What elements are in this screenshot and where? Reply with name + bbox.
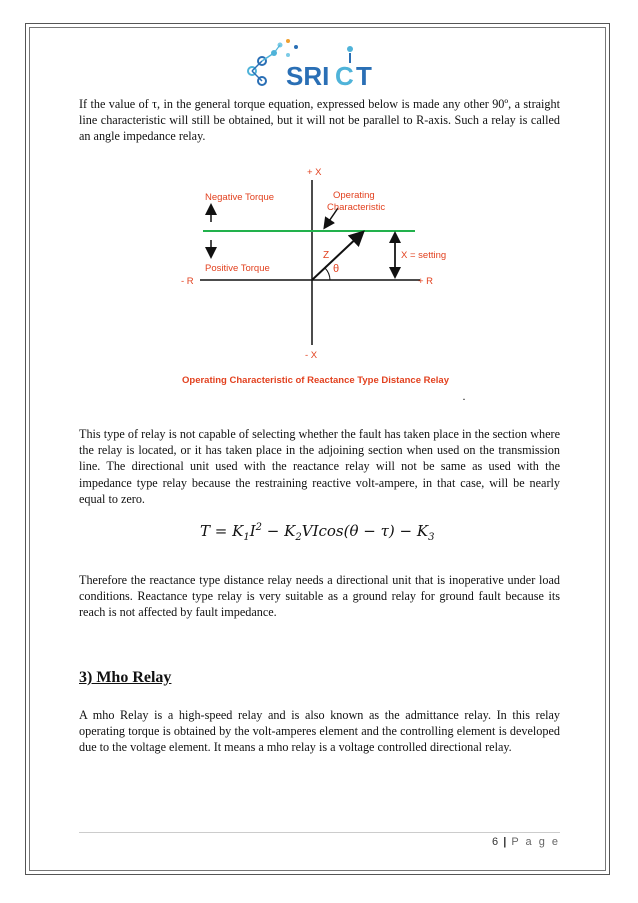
page-label: P a g e	[511, 836, 560, 848]
logo-text-t: T	[356, 61, 372, 91]
page-footer	[492, 836, 560, 848]
label-plus-r: + R	[418, 276, 434, 287]
label-minus-r: - R	[181, 276, 194, 287]
label-theta: θ	[333, 263, 340, 275]
label-z: Z	[323, 250, 330, 261]
srict-logo	[240, 35, 400, 95]
label-positive-torque: Positive Torque	[205, 263, 270, 274]
label-minus-x: - X	[305, 350, 318, 361]
theta-arc	[325, 268, 330, 280]
torque-equation: $T = K_1I^2 - K_2VIcos(\theta - \tau) - K_3$	[200, 522, 435, 543]
stray-mark: ·	[462, 392, 466, 406]
label-operating-line1: Operating	[333, 190, 375, 201]
logo-text-c: C	[335, 61, 354, 91]
footer-divider	[79, 832, 560, 833]
paragraph-directional-unit: This type of relay is not capable of selecting whether the fault has taken place in the section where the relay is located, or it has taken place in the adjoining section when used on the transmission line. The directional unit used with the reactance relay will not be same as used with the impedance type relay because the restraining reactive volt-ampere, in that case, will be nearly equal to zero.	[79, 427, 560, 506]
logo-text-sri: SRI	[286, 61, 330, 91]
label-plus-x: + X	[307, 167, 322, 178]
paragraph-mho-relay: A mho Relay is a high-speed relay and is also known as the admittance relay. In this relay operating torque is obtained by the volt-amperes element and the controlling element is developed due to the voltage element. It means a mho relay is a voltage controlled directional relay.	[79, 708, 560, 755]
label-x-setting: X = setting	[401, 250, 447, 261]
paragraph-ground-relay: Therefore the reactance type distance relay needs a directional unit that is inoperative under load conditions. Reactance type relay is very suitable as a ground relay for ground fault because its reach is not affected by fault impedance.	[79, 573, 560, 620]
reactance-relay-diagram	[175, 160, 465, 396]
label-negative-torque: Negative Torque	[205, 192, 275, 203]
footer-separator: |	[503, 836, 507, 848]
page-number: 6	[492, 836, 499, 848]
section-heading-mho-relay: 3) Mho Relay	[79, 669, 172, 686]
figure-caption: Operating Characteristic of Reactance Type Distance Relay	[182, 375, 449, 386]
label-operating-line2: Characteristic	[327, 202, 386, 213]
paragraph-angle-impedance: If the value of τ, in the general torque equation, expressed below is made any other 90º, a straight line characteristic will still be obtained, but it will not be parallel to R-axis. Such a relay is called an angle impedance relay.	[79, 97, 560, 144]
